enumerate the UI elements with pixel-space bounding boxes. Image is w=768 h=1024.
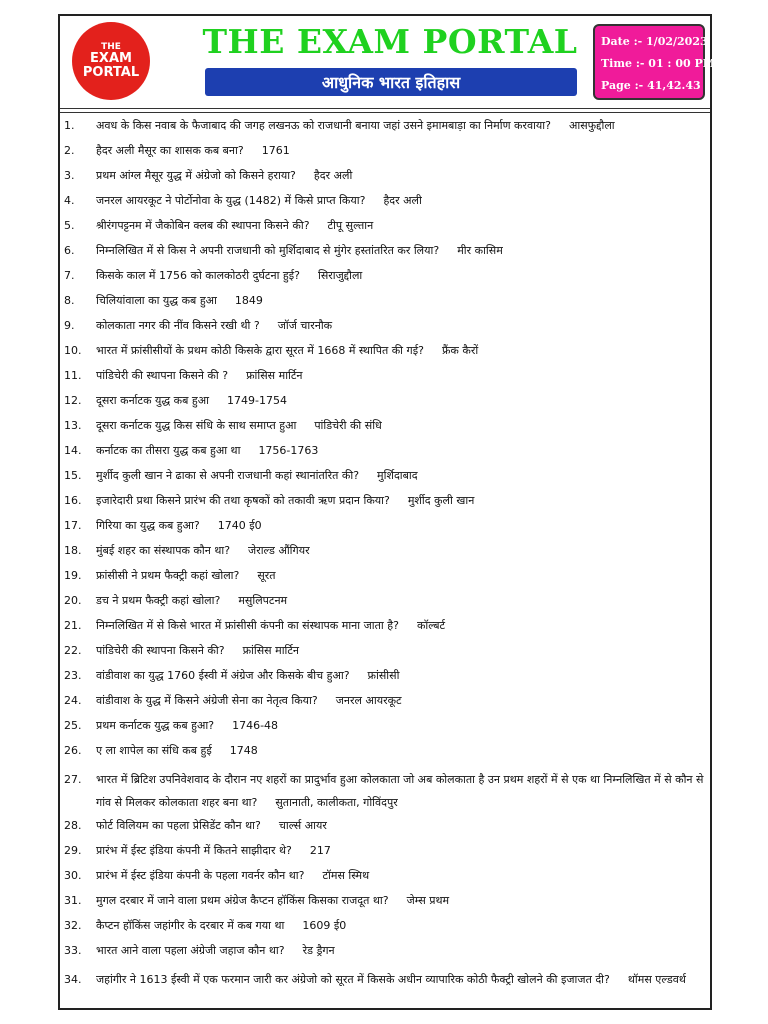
question-body [96,668,710,684]
page-header [60,16,715,108]
question-text: पांडिचेरी की स्थापना किसने की ? [96,369,229,382]
question-item [60,618,710,643]
question-answer: मसुलिपटनम [238,594,288,607]
question-body [96,918,710,934]
question-item [60,418,710,443]
question-body [96,118,710,134]
question-text: वांडीवाश के युद्ध में किसने अंग्रेजी सेना का नेतृत्व किया? [96,694,318,707]
question-text: प्रारंभ में ईस्ट इंडिया कंपनी के पहला गवर्नर कौन था? [96,869,305,882]
question-item [60,743,710,768]
question-number: 11. [64,369,82,382]
question-body [96,768,710,814]
question-number: 20. [64,594,82,607]
question-text: फोर्ट विलियम का पहला प्रेसिडेंट कौन था? [96,819,261,832]
question-number: 12. [64,394,82,407]
question-answer: हैदर अली [313,169,353,182]
question-item [60,443,710,468]
question-text: प्रथम आंग्ल मैसूर युद्ध में अंग्रेजो को किसने हराया? [96,169,296,182]
question-text: प्रारंभ में ईस्ट इंडिया कंपनी में कितने साझीदार थे? [96,844,292,857]
question-item [60,668,710,693]
question-item [60,868,710,893]
question-answer: थॉमस एल्डवर्थ [627,973,686,986]
question-answer: फ्रांसीसी [367,669,400,682]
question-text: मुर्शीद कुली खान ने ढाका से अपनी राजधानी कहां स्थानांतरित की? [96,469,360,482]
question-answer: 1609 ई0 [302,919,347,932]
question-body [96,743,710,759]
question-text: मुगल दरबार में जाने वाला प्रथम अंग्रेज कैप्टन हॉकिंस किसका राजदूत था? [96,894,389,907]
date-label: Date :- 1/02/2023 [601,35,708,48]
question-text: इजारेदारी प्रथा किसने प्रारंभ की तथा कृषकों को तकावी ऋण प्रदान किया? [96,494,390,507]
question-body [96,443,710,459]
question-answer: रेड ड्रैगन [302,944,335,957]
question-item [60,968,710,1018]
question-text: मुंबई शहर का संस्थापक कौन था? [96,544,231,557]
question-number: 25. [64,719,82,732]
question-text: चिलियांवाला का युद्ध कब हुआ [96,294,217,307]
question-body [96,218,710,234]
question-body [96,968,710,991]
question-text: किसके काल में 1756 को कालकोठरी दुर्घटना हुई? [96,269,300,282]
question-body [96,868,710,884]
question-answer: 1740 ई0 [217,519,262,532]
question-number: 28. [64,819,82,832]
worksheet-page [58,14,715,1010]
question-text: डच ने प्रथम फैक्ट्री कहां खोला? [96,594,221,607]
question-number: 1. [64,119,75,132]
question-answer: मुर्शीद कुली खान [407,494,475,507]
question-answer: 1746-48 [232,719,279,732]
question-body [96,643,710,659]
question-body [96,293,710,309]
question-number: 24. [64,694,82,707]
question-item [60,468,710,493]
question-answer: मीर कासिम [457,244,503,257]
question-number: 8. [64,294,75,307]
question-answer: जॉर्ज चारनौक [277,319,333,332]
question-item [60,718,710,743]
question-number: 22. [64,644,82,657]
question-text: श्रीरंगपट्टनम में जैकोबिन क्लब की स्थापना किसने की? [96,219,310,232]
question-text: फ्रांसीसी ने प्रथम फैक्ट्री कहां खोला? [96,569,240,582]
brand-title: THE EXAM PORTAL [202,22,578,61]
question-body [96,193,710,209]
question-answer: फ्रांसिस मार्टिन [246,369,303,382]
question-item [60,368,710,393]
question-answer: टॉमस स्मिथ [322,869,370,882]
question-item [60,318,710,343]
question-body [96,493,710,509]
question-answer: आसफुद्दौला [569,119,615,132]
question-item [60,218,710,243]
question-number: 4. [64,194,75,207]
question-body [96,593,710,609]
question-text: हैदर अली मैसूर का शासक कब बना? [96,144,244,157]
question-item [60,518,710,543]
question-number: 13. [64,419,82,432]
logo-line-3: PORTAL [82,64,140,80]
time-label: Time :- 01 : 00 PM [601,57,715,70]
question-text: जनरल आयरकूट ने पोर्टोनोवा के युद्ध (1482) में किसे प्राप्त किया? [96,194,366,207]
question-answer: 1761 [261,144,290,157]
question-answer: सूरत [257,569,276,582]
question-item [60,693,710,718]
question-answer: पांडिचेरी की संधि [314,419,382,432]
question-item [60,268,710,293]
question-number: 19. [64,569,82,582]
question-answer: 217 [309,844,331,857]
question-number: 18. [64,544,82,557]
question-number: 16. [64,494,82,507]
subject-title: आधुनिक भारत इतिहास [205,68,577,96]
question-text: पांडिचेरी की स्थापना किसने की? [96,644,225,657]
question-answer: सिराजुद्दौला [318,269,363,282]
question-number: 27. [64,773,82,786]
question-number: 15. [64,469,82,482]
question-answer: हैदर अली [383,194,422,207]
question-item [60,893,710,918]
question-body [96,718,710,734]
question-text: ए ला शापेल का संधि कब हुई [96,744,212,757]
question-number: 32. [64,919,82,932]
question-number: 9. [64,319,75,332]
question-body [96,943,710,959]
question-text: कोलकाता नगर की नींव किसने रखी थी ? [96,319,260,332]
question-body [96,468,710,484]
question-body [96,343,710,359]
question-number: 5. [64,219,75,232]
question-item [60,918,710,943]
question-number: 31. [64,894,82,907]
question-text: अवध के किस नवाब के फैजाबाद की जगह लखनऊ को राजधानी बनाया जहां उसने इमामबाड़ा का निर्माण करवाया? [96,119,551,132]
question-body [96,243,710,259]
question-body [96,518,710,534]
question-number: 33. [64,944,82,957]
question-body [96,568,710,584]
header-divider-top [60,108,710,109]
info-box [593,24,715,100]
question-body [96,268,710,284]
question-body [96,143,710,159]
page-label: Page :- 41,42.43 [601,79,701,92]
question-item [60,393,710,418]
question-number: 23. [64,669,82,682]
question-text: कैप्टन हॉकिंस जहांगीर के दरबार में कब गया था [96,919,285,932]
question-answer: जेम्स प्रथम [406,894,450,907]
logo-line-2: EXAM [90,51,132,67]
question-body [96,543,710,559]
header-divider-bottom [60,112,710,113]
question-answer: सुतानाती, कालीकता, गोविंदपुर [275,796,398,809]
question-item [60,493,710,518]
question-number: 7. [64,269,75,282]
question-number: 34. [64,973,82,986]
question-item [60,568,710,593]
question-text: जहांगीर ने 1613 ईस्वी में एक फरमान जारी कर अंग्रेजो को सूरत में किसके अधीन व्यापारिक कोठी फैक्ट्री खोलने की इजाजत दी? [96,973,610,986]
question-item [60,543,710,568]
question-body [96,893,710,909]
logo-line-1: THE [101,41,121,52]
question-item [60,243,710,268]
question-text: भारत में फ्रांसीसीयों के प्रथम कोठी किसके द्वारा सूरत में 1668 में स्थापित की गई? [96,344,424,357]
question-text: भारत में ब्रिटिश उपनिवेशवाद के दौरान नए शहरों का प्रादुर्भाव हुआ कोलकाता जो अब कोलकाता है उन प्रथम शहरों में से एक था निम्नलिखित में से कौन से गांव से मिलकर कोलकाता शहर बना था? [96,773,704,809]
question-number: 30. [64,869,82,882]
question-item [60,143,710,168]
question-answer: चार्ल्स आयर [278,819,327,832]
question-number: 3. [64,169,75,182]
question-text: दूसरा कर्नाटक युद्ध किस संधि के साथ समाप्त हुआ [96,419,297,432]
question-answer: 1748 [229,744,258,757]
question-item [60,168,710,193]
question-answer: 1849 [234,294,263,307]
question-number: 14. [64,444,82,457]
question-answer: जेराल्ड औंगियर [248,544,310,557]
question-number: 6. [64,244,75,257]
question-item [60,343,710,368]
question-answer: टीपू सुल्तान [327,219,374,232]
exam-portal-logo [72,22,150,100]
question-number: 29. [64,844,82,857]
question-body [96,843,710,859]
question-text: प्रथम कर्नाटक युद्ध कब हुआ? [96,719,215,732]
question-text: दूसरा कर्नाटक युद्ध कब हुआ [96,394,209,407]
question-answer: फ्रैंक कैरों [441,344,479,357]
question-answer: कॉल्बर्ट [416,619,446,632]
question-item [60,943,710,968]
question-number: 10. [64,344,82,357]
question-text: वांडीवाश का युद्ध 1760 ईस्वी में अंग्रेज और किसके बीच हुआ? [96,669,350,682]
question-list [60,118,710,1018]
question-body [96,318,710,334]
question-item [60,643,710,668]
question-number: 26. [64,744,82,757]
question-answer: फ्रांसिस मार्टिन [242,644,300,657]
question-item [60,593,710,618]
question-item [60,193,710,218]
question-body [96,693,710,709]
question-answer: 1756-1763 [258,444,319,457]
question-body [96,618,710,634]
question-text: भारत आने वाला पहला अंग्रेजी जहाज कौन था? [96,944,285,957]
question-answer: 1749-1754 [227,394,287,407]
question-text: गिरिया का युद्ध कब हुआ? [96,519,200,532]
question-item [60,843,710,868]
question-text: कर्नाटक का तीसरा युद्ध कब हुआ था [96,444,241,457]
question-number: 2. [64,144,75,157]
question-body [96,818,710,834]
question-body [96,168,710,184]
question-item [60,818,710,843]
question-text: निम्नलिखित में से किस ने अपनी राजधानी को मुर्शिदाबाद से मुंगेर हस्तांतरित कर लिया? [96,244,440,257]
question-answer: जनरल आयरकूट [335,694,402,707]
question-body [96,368,710,384]
question-item [60,768,710,818]
question-item [60,118,710,143]
question-body [96,418,710,434]
question-answer: मुर्शिदाबाद [377,469,418,482]
question-number: 21. [64,619,82,632]
question-number: 17. [64,519,82,532]
question-body [96,393,710,409]
question-item [60,293,710,318]
question-text: निम्नलिखित में से किसे भारत में फ्रांसीसी कंपनी का संस्थापक माना जाता है? [96,619,399,632]
